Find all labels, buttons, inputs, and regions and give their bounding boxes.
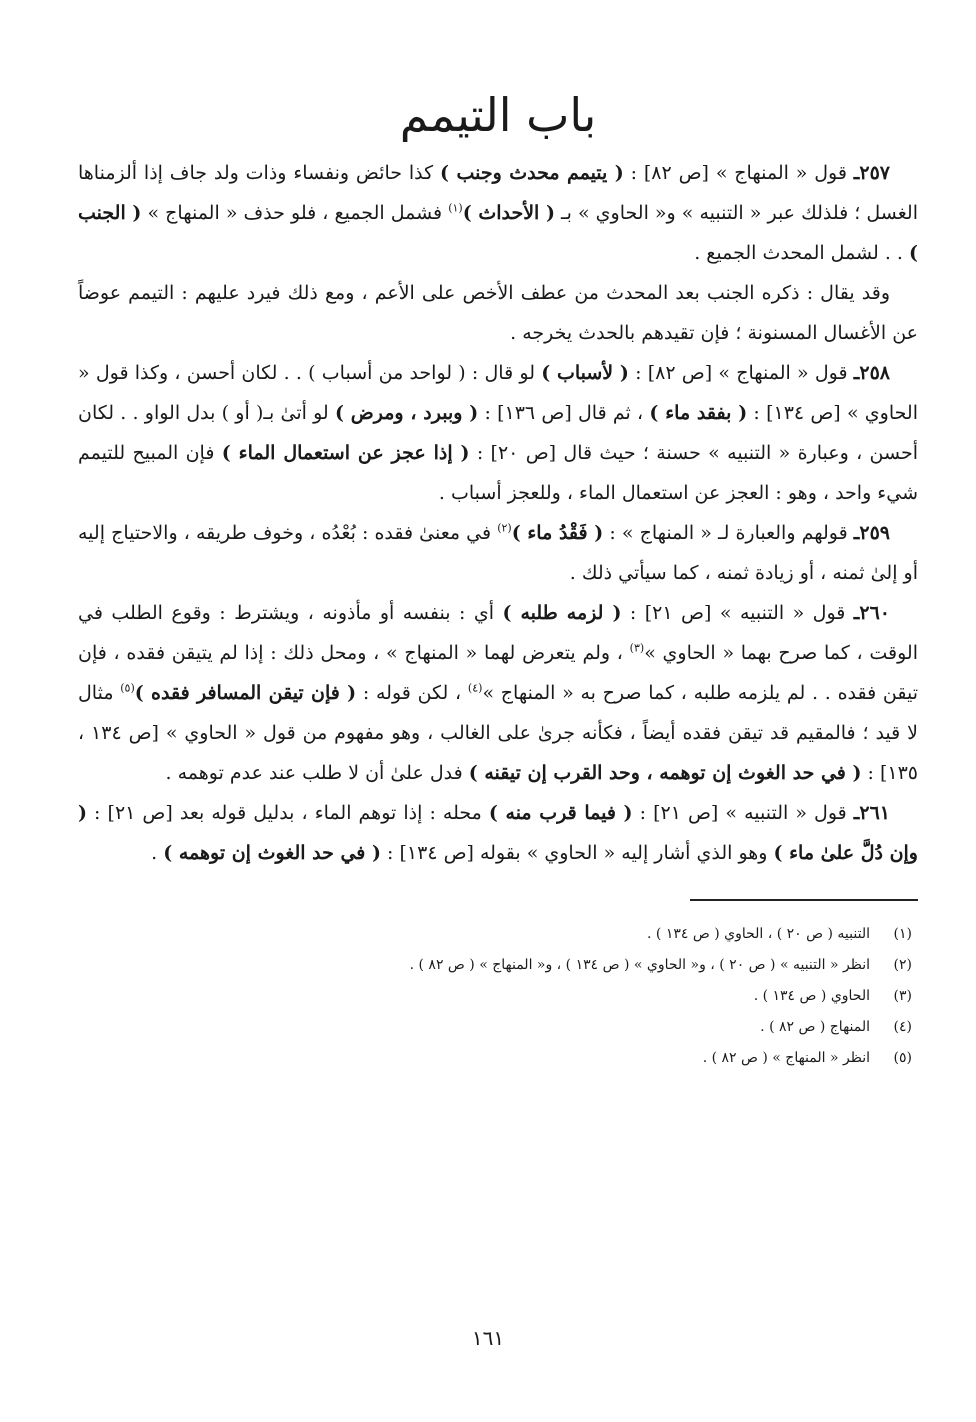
bold-quote: ( إذا عجز عن استعمال الماء )	[221, 441, 470, 464]
text: في معنىٰ فقده : بُعْدُه ، وخوف طريقه ، والاحتياج إليه أو إلىٰ ثمنه ، أو زيادة ثمنه ، كما سيأتي ذلك .	[78, 521, 918, 584]
paragraph-257-continued	[78, 273, 918, 353]
bold-quote: ( في حد الغوث إن توهمه ، وحد القرب إن تيقنه )	[468, 761, 862, 784]
text: فإن المبيح للتيمم شيء واحد ، وهو : العجز عن استعمال الماء ، وللعجز أسباب .	[78, 441, 918, 504]
footnote-ref[interactable]: (٢)	[497, 521, 512, 535]
footnote-text: التنبيه ( ص ٢٠ ) ، الحاوي ( ص ١٣٤ ) .	[647, 925, 870, 942]
footnote-4	[78, 1012, 918, 1043]
page-number: ١٦١	[471, 1326, 505, 1350]
paragraph-258	[78, 353, 918, 513]
footnote-number: (٣)	[893, 987, 912, 1004]
text: كذا حائض ونفساء وذات ولد جاف إذا ألزمناها الغسل ؛ فلذلك عبر « التنبيه » و« الحاوي » بـ	[78, 161, 918, 224]
entry-number: ٢٥٨ـ	[853, 361, 890, 384]
footnote-1	[78, 919, 918, 950]
text: أي : بنفسه أو مأذونه ، ويشترط : وقوع الطلب في الوقت ، كما صرح بهما « الحاوي »	[78, 601, 919, 664]
entry-number: ٢٥٩ـ	[853, 521, 890, 544]
footnote-5	[78, 1043, 918, 1074]
paragraph-260	[78, 593, 918, 793]
text: ، ثم قال [ص ١٣٦] :	[478, 401, 650, 424]
text: قول « التنبيه » [ص ٢١] :	[632, 801, 854, 824]
bold-quote: ( لزمه طلبه )	[502, 601, 622, 624]
footnote-number: (٢)	[893, 956, 912, 973]
text: فدل علىٰ أن لا طلب عند عدم توهمه .	[165, 761, 469, 784]
entry-number: ٢٦١ـ	[853, 801, 890, 824]
paragraph-261	[78, 793, 918, 873]
bold-quote: ( فإن تيقن المسافر فقده )	[134, 681, 357, 704]
bold-quote: ( بفقد ماء )	[649, 401, 748, 424]
bold-quote: ( وببرد ، ومرض )	[334, 401, 479, 424]
text: قول « المنهاج » [ص ٨٢] :	[623, 161, 854, 184]
footnote-number: (٤)	[893, 1018, 912, 1035]
text: قول « المنهاج » [ص ٨٢] :	[628, 361, 854, 384]
bold-quote: ( الجنب )	[78, 201, 918, 264]
text: مثال لا قيد ؛ فالمقيم قد تيقن فقده أيضاً ، فكأنه جرىٰ على الغالب ، وهو مفهوم من قول « الحاوي » [ص ١٣٤ ، ١٣٥] :	[78, 681, 918, 784]
text: لو أتىٰ بـ( أو ) بدل الواو . . لكان أحسن ، وعبارة « التنبيه » حسنة ؛ حيث قال [ص ٢٠] :	[78, 401, 918, 464]
footnote-text: المنهاج ( ص ٨٢ ) .	[760, 1018, 870, 1035]
footnote-text: الحاوي ( ص ١٣٤ ) .	[753, 987, 870, 1004]
text: فشمل الجميع ، فلو حذف « المنهاج »	[141, 201, 449, 224]
entry-number: ٢٥٧ـ	[853, 161, 890, 184]
bold-quote: ( لأسباب )	[541, 361, 629, 384]
footnote-number: (٥)	[893, 1049, 912, 1066]
footnote-separator	[690, 899, 918, 901]
bold-quote: ( في حد الغوث إن توهمه )	[163, 841, 381, 864]
footnote-text: انظر « المنهاج » ( ص ٨٢ ) .	[702, 1049, 870, 1066]
footnote-text: انظر « التنبيه » ( ص ٢٠ ) ، و« الحاوي » ( ص ١٣٤ ) ، و« المنهاج » ( ص ٨٢ ) .	[409, 956, 870, 973]
page-body	[78, 70, 918, 1074]
text: .	[151, 841, 164, 864]
footnote-ref[interactable]: (٥)	[120, 681, 135, 695]
text: . . لشمل المحدث الجميع .	[694, 241, 909, 264]
footnote-2	[78, 950, 918, 981]
footnote-number: (١)	[893, 925, 912, 942]
text: ، لكن قوله :	[356, 681, 468, 704]
bold-quote: ( وإن دُلَّ علىٰ ماء )	[78, 801, 918, 864]
footnote-3	[78, 981, 918, 1012]
text: وقد يقال : ذكره الجنب بعد المحدث من عطف الأخص على الأعم ، ومع ذلك فيرد عليهم : التيمم عوضاً عن الأغسال المسنونة ؛ فإن تقيدهم بالحدث يخرجه .	[78, 281, 918, 344]
bold-quote: ( الأحداث )	[462, 201, 555, 224]
footnote-ref[interactable]: (١)	[448, 201, 463, 215]
text: لو قال : ( لواحد من أسباب ) . . لكان أحسن ، وكذا قول « الحاوي » [ص ١٣٤] :	[78, 361, 918, 424]
bold-quote: ( فَقْدُ ماء )	[511, 521, 604, 544]
text: قولهم والعبارة لـ « المنهاج » :	[603, 521, 854, 544]
bold-quote: ( يتيمم محدث وجنب )	[440, 161, 624, 184]
chapter-title: باب التيمم	[399, 88, 597, 142]
paragraph-257	[78, 153, 918, 273]
footnote-ref[interactable]: (٣)	[629, 641, 645, 655]
entry-number: ٢٦٠ـ	[853, 601, 890, 624]
text: ، ولم يتعرض لهما « المنهاج » ، ومحل ذلك : إذا لم يتيقن فقده ، فإن تيقن فقده . . لم يلزمه طلبه ، كما صرح به « المنهاج »	[78, 641, 919, 704]
text: قول « التنبيه » [ص ٢١] :	[621, 601, 854, 624]
footnote-ref[interactable]: (٤)	[467, 681, 483, 695]
bold-quote: ( فيما قرب منه )	[488, 801, 633, 824]
text: وهو الذي أشار إليه « الحاوي » بقوله [ص ١٣٤] :	[381, 841, 774, 864]
text: محله : إذا توهم الماء ، بدليل قوله بعد [ص ٢١] :	[87, 801, 489, 824]
paragraph-259	[78, 513, 918, 593]
footnotes	[78, 919, 918, 1074]
